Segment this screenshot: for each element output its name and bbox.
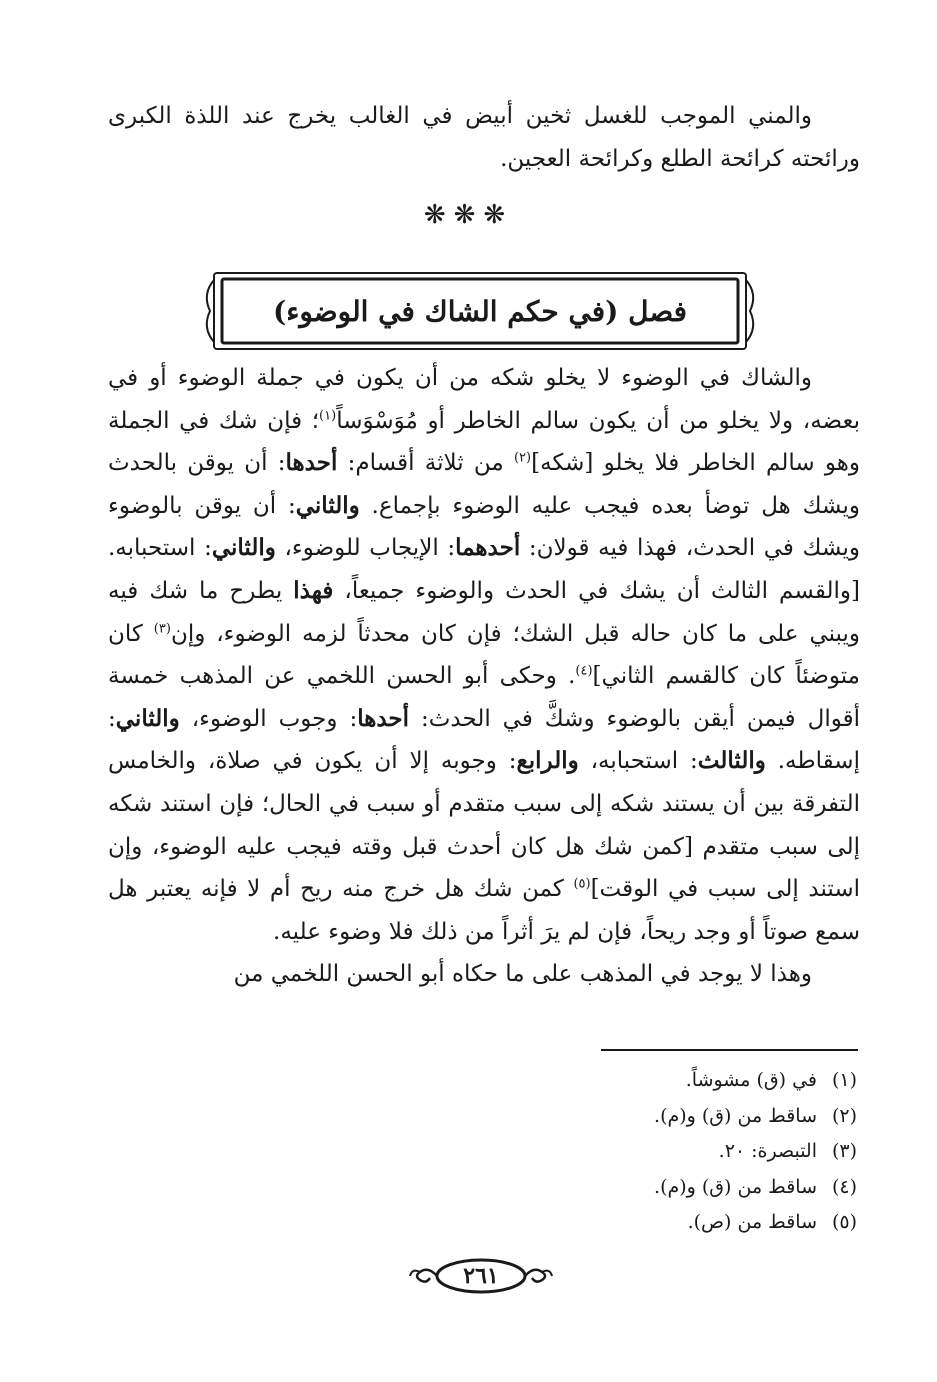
footnote-item (457, 1099, 857, 1135)
intro-paragraph (108, 95, 860, 180)
footnote-text: التبصرة: ٢٠. (718, 1140, 817, 1162)
main-text (108, 357, 860, 996)
footnote-text: ساقط من (ق) و(م). (654, 1175, 817, 1198)
footnote-divider (601, 1049, 858, 1051)
footnote-ref-2[interactable]: (٢) (513, 450, 532, 466)
footnote-item (457, 1170, 857, 1206)
footnote-item (457, 1205, 857, 1241)
paragraph-continuation: وهذا لا يوجد في المذهب على ما حكاه أبو الحسن اللخمي من (233, 961, 812, 988)
term-third-opinion: والثالث (697, 747, 766, 775)
term-first-of-two: أحدهما (455, 534, 521, 562)
term-second: والثاني (295, 491, 360, 519)
footnote-number: (٥) (831, 1211, 857, 1233)
footnote-number: (٢) (831, 1104, 857, 1127)
term-second-of-two: والثاني (211, 534, 276, 562)
paragraph-doubt-in-wudu: والشاك في الوضوء لا يخلو شكه من أن يكون في جملة الوضوء أو في بعضه، ولا يخلو من أن يكون سالم الخاطر أو مُوَسْوَساً$^{(١)}$؛ فإن شك في الجملة وهو سالم الخاطر فلا يخلو [شكه]$^{(٢)}$ من ثلاثة أقسام: أحدها: أن يوقن بالحدث ويشك هل توضأ بعده فيجب عليه الوضوء بإجماع. والثاني: أن يوقن بالوضوء ويشك في الحدث، فهذا فيه قولان: أحدهما: الإيجاب للوضوء، والثاني: استحبابه. [والقسم الثالث أن يشك في الحدث والوضوء جميعاً، فهذا يطرح ما شك فيه ويبني على ما كان حاله قبل الشك؛ فإن كان محدثاً لزمه الوضوء، وإن$^{(٣)}$ كان متوضئاً كان كالقسم الثاني]$^{(٤)}$. وحكى أبو الحسن اللخمي عن المذهب خمسة أقوال فيمن أيقن بالوضوء وشكَّ في الحدث: أحدها: وجوب الوضوء، والثاني: إسقاطه. والثالث: استحبابه، والرابع: وجوبه إلا أن يكون في صلاة، والخامس التفرقة بين أن يستند شكه إلى سبب متقدم أو سبب في الحال؛ فإن استند شكه إلى سبب متقدم [كمن شك هل كان أحدث قبل وقته فيجب عليه الوضوء، وإن استند إلى سبب في الوقت]$^{(٥)}$ كمن شك هل خرج منه ريح أم لا فإنه يعتبر هل سمع صوتاً أو وجد ريحاً، فإن لم يرَ أثراً من ذلك فلا وضوء عليه. (108, 365, 860, 945)
footnote-text: ساقط من (ص). (687, 1211, 817, 1233)
footnote-ref-3[interactable]: (٣) (153, 620, 171, 636)
term-second-opinion: والثاني (115, 704, 180, 732)
term-fourth-opinion: والرابع (516, 747, 579, 775)
term-first: أحدها (285, 449, 338, 477)
footnote-number: (١) (831, 1069, 857, 1091)
footnote-text: ساقط من (ق) و(م). (654, 1104, 817, 1127)
term-first-opinion: أحدها (357, 704, 410, 732)
footnote-number: (٣) (831, 1140, 857, 1162)
page-number-ornament (408, 1256, 554, 1296)
term-this: فهذا (293, 576, 334, 604)
section-separator-stars: ❋❋❋ (423, 200, 514, 230)
intro-text: والمني الموجب للغسل ثخين أبيض في الغالب يخرج عند اللذة الكبرى ورائحته كرائحة الطلع وكرائحة العجين. (108, 103, 860, 172)
footnote-item (457, 1063, 857, 1099)
section-title-frame (200, 270, 760, 352)
page-number: ٢٦١ (463, 1263, 499, 1289)
footnote-number: (٤) (831, 1175, 857, 1198)
footnote-ref-4[interactable]: (٤) (575, 663, 593, 679)
section-title: فصل (في حكم الشاك في الوضوء) (272, 294, 688, 328)
footnote-item (457, 1134, 857, 1170)
footnote-ref-5[interactable]: (٥) (573, 876, 591, 892)
footnote-ref-1[interactable]: (١) (319, 407, 337, 423)
footnotes (457, 1063, 857, 1241)
footnote-text: في (ق) مشوشاً. (685, 1069, 817, 1091)
